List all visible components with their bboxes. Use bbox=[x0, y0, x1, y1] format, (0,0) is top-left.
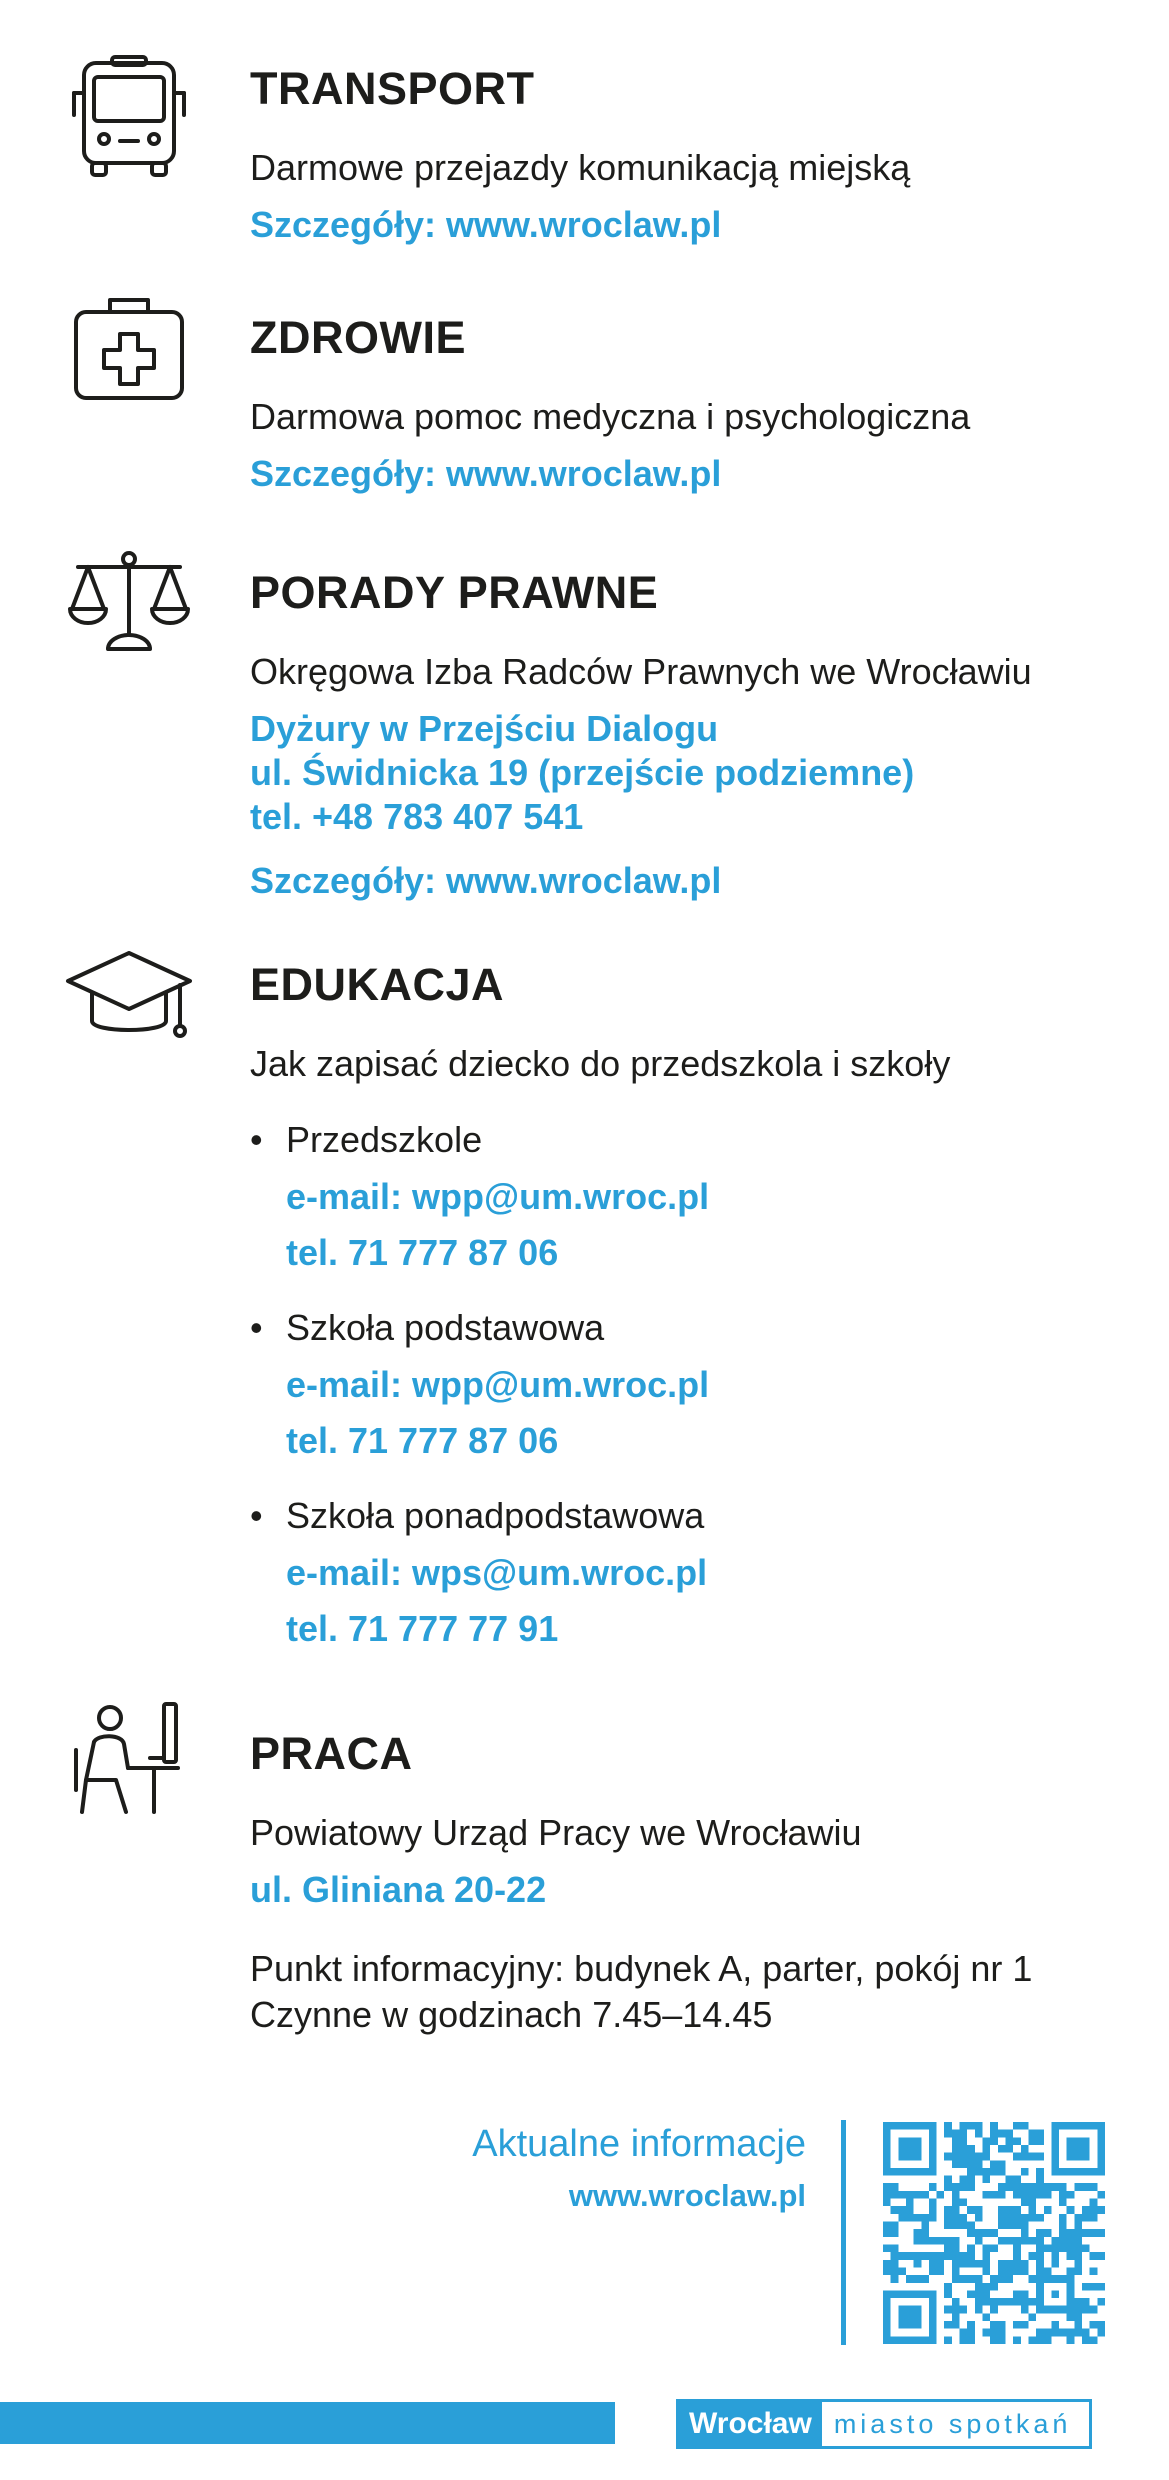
education-item-email[interactable]: e-mail: wpp@um.wroc.pl bbox=[286, 1364, 710, 1405]
education-item-label: Przedszkole bbox=[286, 1119, 483, 1160]
education-list bbox=[250, 1117, 1130, 1651]
office-worker-icon bbox=[64, 1700, 194, 1830]
footer-accent-bar bbox=[0, 2402, 615, 2444]
legal-phone[interactable]: tel. +48 783 407 541 bbox=[250, 796, 584, 837]
education-item-phone[interactable]: tel. 71 777 87 06 bbox=[286, 1420, 559, 1461]
logo-city: Wrocław bbox=[679, 2402, 822, 2446]
first-aid-kit-icon bbox=[64, 290, 194, 420]
work-heading: PRACA bbox=[250, 1728, 413, 1779]
list-item bbox=[250, 1305, 1130, 1463]
legal-text: Okręgowa Izba Radców Prawnych we Wrocławiu bbox=[250, 651, 1032, 692]
health-text: Darmowa pomoc medyczna i psychologiczna bbox=[250, 396, 971, 437]
bullet-icon: • bbox=[250, 1119, 263, 1160]
education-text: Jak zapisać dziecko do przedszkola i szkoły bbox=[250, 1043, 951, 1084]
vertical-divider bbox=[841, 2120, 846, 2345]
bullet-icon: • bbox=[250, 1307, 263, 1348]
health-details-link[interactable]: Szczegóły: www.wroclaw.pl bbox=[250, 453, 722, 494]
work-opening-hours: Czynne w godzinach 7.45–14.45 bbox=[250, 1994, 773, 2035]
work-address: ul. Gliniana 20-22 bbox=[250, 1869, 547, 1910]
health-heading: ZDROWIE bbox=[250, 312, 466, 363]
graduation-cap-icon bbox=[64, 935, 194, 1065]
bus-icon bbox=[64, 55, 194, 185]
transport-heading: TRANSPORT bbox=[250, 63, 535, 114]
legal-duty-hours: Dyżury w Przejściu Dialogu bbox=[250, 708, 719, 749]
logo-slogan: miasto spotkań bbox=[822, 2402, 1090, 2446]
transport-details-link[interactable]: Szczegóły: www.wroclaw.pl bbox=[250, 204, 722, 245]
transport-text: Darmowe przejazdy komunikacją miejską bbox=[250, 147, 911, 188]
bullet-icon: • bbox=[250, 1495, 263, 1536]
list-item bbox=[250, 1117, 1130, 1275]
qr-code-icon[interactable] bbox=[883, 2122, 1105, 2344]
work-info-point: Punkt informacyjny: budynek A, parter, pokój nr 1 bbox=[250, 1948, 1033, 1989]
education-item-label: Szkoła podstawowa bbox=[286, 1307, 605, 1348]
legal-details-link[interactable]: Szczegóły: www.wroclaw.pl bbox=[250, 860, 722, 901]
education-item-email[interactable]: e-mail: wps@um.wroc.pl bbox=[286, 1552, 708, 1593]
current-info-title: Aktualne informacje bbox=[472, 2123, 806, 2165]
current-info-block bbox=[472, 2120, 806, 2218]
legal-heading: PORADY PRAWNE bbox=[250, 567, 659, 618]
education-item-phone[interactable]: tel. 71 777 77 91 bbox=[286, 1608, 559, 1649]
education-item-label: Szkoła ponadpodstawowa bbox=[286, 1495, 705, 1536]
education-heading: EDUKACJA bbox=[250, 959, 505, 1010]
work-text: Powiatowy Urząd Pracy we Wrocławiu bbox=[250, 1812, 862, 1853]
current-info-url[interactable]: www.wroclaw.pl bbox=[568, 2178, 806, 2213]
list-item bbox=[250, 1493, 1130, 1651]
education-item-email[interactable]: e-mail: wpp@um.wroc.pl bbox=[286, 1176, 710, 1217]
legal-address: ul. Świdnicka 19 (przejście podziemne) bbox=[250, 752, 915, 793]
wroclaw-logo bbox=[676, 2399, 1092, 2449]
education-item-phone[interactable]: tel. 71 777 87 06 bbox=[286, 1232, 559, 1273]
scales-icon bbox=[64, 545, 194, 675]
